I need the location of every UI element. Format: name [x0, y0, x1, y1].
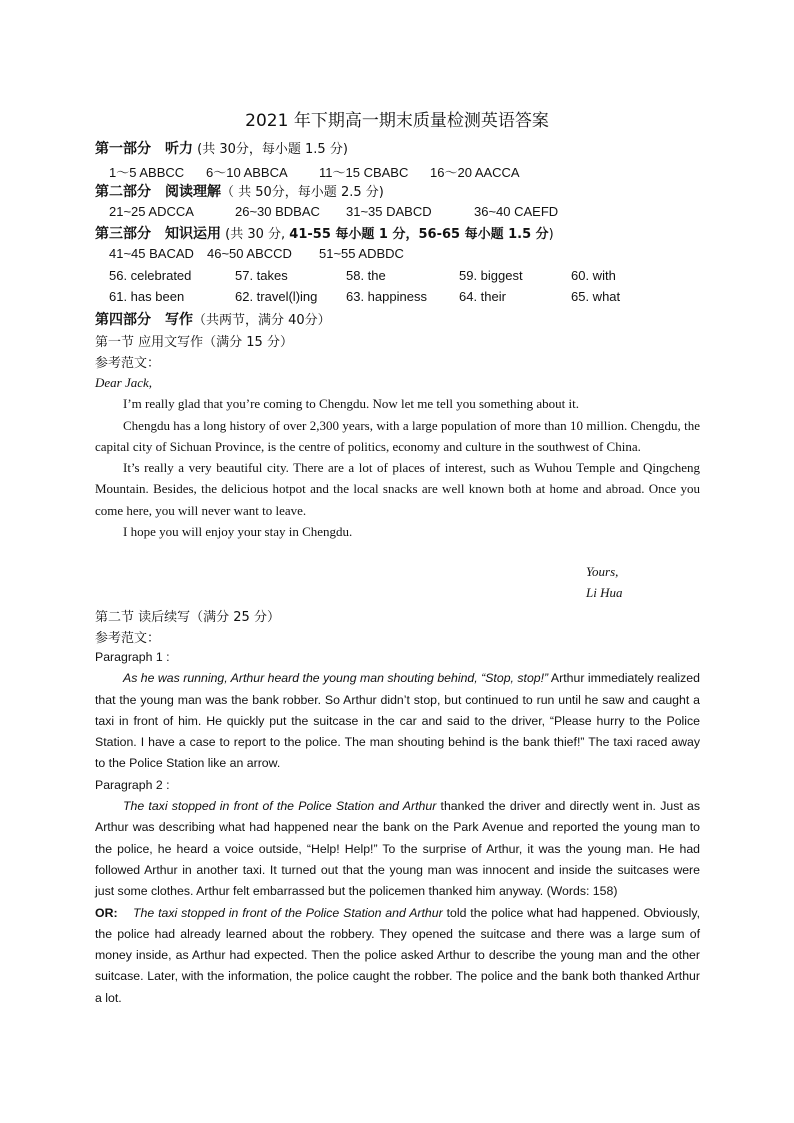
reference-label: 参考范文：: [95, 631, 161, 646]
story-paragraph-1: [95, 668, 700, 774]
story-paragraph-2: [95, 796, 700, 902]
answer-group: 16～20 AACCA: [430, 165, 520, 180]
part2-score: （ 共 50分，每小题 2.5 分): [221, 185, 384, 200]
answer-item: 60. with: [571, 268, 616, 283]
part4-score: （共两节，满分 40分）: [193, 313, 331, 328]
answer-group: 36~40 CAEFD: [474, 204, 559, 219]
paragraph-text: thanked the driver and directly went in. Just as Arthur was describing what had happened near the bank on the Park Avenue and reported the young man to the police, he heard a voice outside, “Help! Help!” To the surprise of Arthur, it was the young man. He had followed Arthur in another taxi. It turned out that the young man was innocent and inside the suitcases were just some clothes. Arthur felt embarrassed but the policemen thanked him anyway. (Words: 158): [95, 799, 700, 899]
part1-heading: [95, 138, 705, 158]
answer-group: 41~45 BACAD: [109, 246, 194, 261]
answer-group: 26~30 BDBAC: [235, 204, 320, 219]
letter-paragraph: I hope you will enjoy your stay in Chengdu.: [123, 524, 353, 540]
answer-item: 64. their: [459, 289, 506, 304]
story-paragraph-alt: [95, 903, 700, 1009]
paragraph-text: Arthur immediately realized that the young man was the bank robber. So Arthur didn’t stop, but continued to run until he saw and caught a taxi in front of him. He quickly put the suitcase in the car and said to the driver, “Please hurry to the Police Station. I have a case to report to the police. The man shouting behind is the bank thief!” The taxi raced away to the Police Station like an arrow.: [95, 671, 700, 771]
paragraph-text: told the police what had happened. Obviously, the police had already learned about the robbery. They opened the suitcase and there was a large sum of money inside, as Arthur had expected. Then the police asked Arthur to describe the young man and the other suitcase. Later, with the information, the police caught the robber. The police and the bank both thanked Arthur a lot.: [95, 905, 700, 1005]
section2-heading: 第二节 读后续写（满分 25 分）: [95, 610, 280, 625]
answer-group: 51~55 ADBDC: [319, 246, 404, 261]
answer-item: 63. happiness: [346, 289, 427, 304]
paragraph-label: Paragraph 2 :: [95, 777, 170, 792]
letter-paragraph: Chengdu has a long history of over 2,300 years, with a large population of more than 10 million. Chengdu, the capital city of Sichuan Province, is the centre of politics, economy and culture in the southwest of China.: [95, 417, 700, 454]
answer-item: 62. travel(l)ing: [235, 289, 318, 304]
part2-heading: [95, 181, 705, 201]
part1-score: (共 30分，每小题 1.5 分): [193, 142, 348, 157]
answer-group: 21~25 ADCCA: [109, 204, 194, 219]
part3-score-a: (共 30 分,: [221, 227, 290, 242]
answer-group: 46~50 ABCCD: [207, 246, 292, 261]
or-label: OR:: [95, 905, 118, 920]
part3-name: 第三部分 知识运用: [95, 226, 221, 242]
reference-label: 参考范文：: [95, 356, 161, 371]
letter-greeting: Dear Jack,: [95, 375, 153, 390]
sample-letter: [95, 372, 700, 542]
answer-group: 11～15 CBABC: [319, 165, 409, 180]
part4-heading: [95, 309, 705, 329]
part3-score-c: ): [548, 227, 554, 242]
paragraph-lead: The taxi stopped in front of the Police Station and Arthur: [123, 799, 437, 814]
letter-closing: Yours,: [586, 564, 619, 579]
answer-item: 58. the: [346, 268, 386, 283]
answer-item: 56. celebrated: [109, 268, 192, 283]
answer-group: 6～10 ABBCA: [206, 165, 288, 180]
answer-group: 31~35 DABCD: [346, 204, 432, 219]
answer-item: 65. what: [571, 289, 621, 304]
part2-name: 第二部分 阅读理解: [95, 184, 221, 200]
paragraph-lead: The taxi stopped in front of the Police Station and Arthur: [133, 905, 443, 920]
part1-name: 第一部分 听力: [95, 141, 193, 157]
sample-continuation: [95, 647, 700, 1009]
paragraph-label: Paragraph 1 :: [95, 650, 170, 664]
letter-paragraph: I’m really glad that you’re coming to Chengdu. Now let me tell you something about it.: [123, 396, 579, 412]
letter-signature: Li Hua: [586, 585, 623, 600]
answer-item: 61. has been: [109, 289, 185, 304]
answer-item: 59. biggest: [459, 268, 523, 283]
answer-item: 57. takes: [235, 268, 288, 283]
answer-group: 1～5 ABBCC: [109, 165, 185, 180]
part3-score-b: 41-55 每小题 1 分，56-65 每小题 1.5 分: [289, 227, 549, 242]
section1-heading: 第一节 应用文写作（满分 15 分）: [95, 335, 293, 350]
page-title: 2021 年下期高一期末质量检测英语答案: [245, 111, 549, 131]
part4-name: 第四部分 写作: [95, 312, 193, 328]
paragraph-lead: As he was running, Arthur heard the young man shouting behind, “Stop, stop!”: [123, 671, 549, 686]
part3-heading: [95, 223, 705, 243]
letter-paragraph: It’s really a very beautiful city. There are a lot of places of interest, such as Wuhou Temple and Qingcheng Mountain. Besides, the delicious hotpot and the local snacks are well known both at home and abroad. Once you come here, you will never want to leave.: [95, 460, 700, 518]
